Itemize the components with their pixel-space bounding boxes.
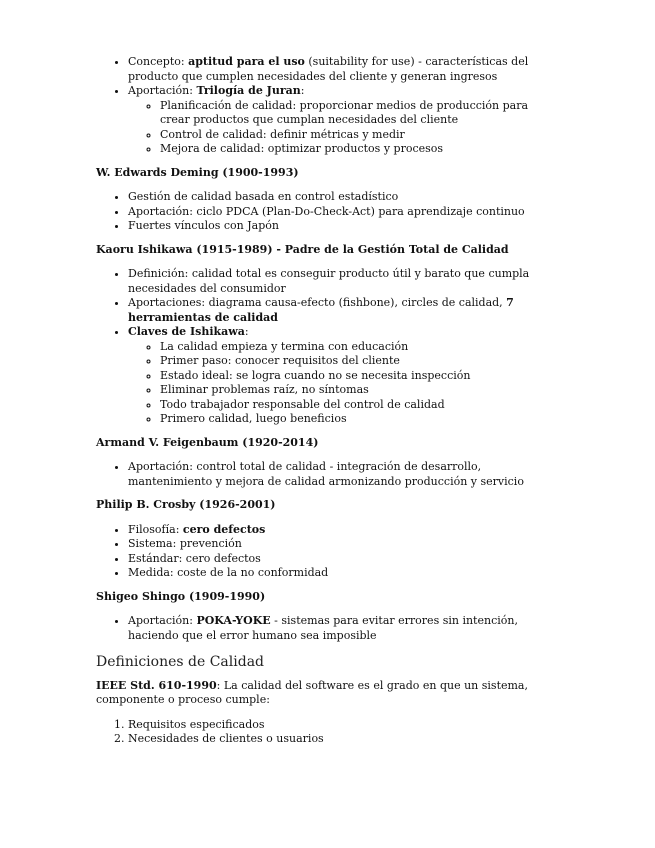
feigenbaum-title: Armand V. Feigenbaum (1920-2014)	[96, 435, 319, 449]
list-item: • Definición: calidad total es conseguir producto útil y barato que cumpla necesidades del consumidor	[128, 267, 559, 296]
list-item: • Aportación: ciclo PDCA (Plan-Do-Check-Act) para aprendizaje continuo	[128, 205, 559, 220]
list-item-bold: 7 herramientas de calidad	[128, 296, 514, 324]
list-item-text: Aportación:	[128, 614, 197, 627]
shingo-section	[96, 614, 559, 643]
list-item: ◦ Estado ideal: se logra cuando no se necesita inspección	[160, 369, 559, 384]
ishikawa-list	[96, 267, 559, 427]
list-item: • Gestión de calidad basada en control estadístico	[128, 190, 559, 205]
list-item	[128, 614, 559, 643]
list-item	[128, 325, 559, 427]
feigenbaum-section	[96, 460, 559, 489]
deming-section	[96, 190, 559, 234]
list-item-bold: Claves de Ishikawa	[128, 325, 245, 338]
list-item: 1. Requisitos especificados	[128, 718, 559, 733]
list-item: • Fuertes vínculos con Japón	[128, 219, 559, 234]
list-item	[128, 523, 559, 538]
list-item: ◦ La calidad empieza y termina con educación	[160, 340, 559, 355]
list-item: • Sistema: prevención	[128, 537, 559, 552]
ieee-paragraph	[96, 679, 559, 708]
shingo-list	[96, 614, 559, 643]
list-item-bold: cero defectos	[182, 522, 266, 536]
list-item-text: - sistemas para evitar errores sin intención, haciendo que el error humano sea imposible	[128, 614, 518, 642]
list-item	[128, 84, 559, 157]
list-item	[128, 296, 559, 325]
list-item: 2. Necesidades de clientes o usuarios	[128, 732, 559, 747]
crosby-section	[96, 523, 559, 581]
juran-section	[96, 55, 559, 157]
definiciones-heading: Definiciones de Calidad	[96, 654, 265, 670]
crosby-list	[96, 523, 559, 581]
list-item-text: :	[300, 84, 305, 97]
list-item: • Estándar: cero defectos	[128, 552, 559, 567]
list-item-bold: POKA-YOKE	[196, 614, 271, 627]
list-item: • Aportación: control total de calidad - integración de desarrollo, mantenimiento y mejora de calidad armonizando producción y servicio	[128, 460, 559, 489]
ieee-label: IEEE Std. 610-1990	[96, 678, 217, 692]
deming-list	[96, 190, 559, 234]
list-item-text: Concepto:	[128, 55, 189, 68]
list-item: ◦ Primero calidad, luego beneficios	[160, 412, 559, 427]
ishikawa-title: Kaoru Ishikawa (1915-1989) - Padre de la Gestión Total de Calidad	[96, 242, 509, 256]
feigenbaum-list	[96, 460, 559, 489]
list-item: ◦ Planificación de calidad: proporcionar medios de producción para crear productos que cumplan necesidades del cliente	[160, 99, 559, 128]
list-item: ◦ Mejora de calidad: optimizar productos y procesos	[160, 142, 559, 157]
list-item-text: Aportaciones: diagrama causa-efecto (fishbone), circles de calidad,	[128, 296, 507, 309]
list-item: ◦ Control de calidad: definir métricas y medir	[160, 128, 559, 143]
crosby-title: Philip B. Crosby (1926-2001)	[96, 498, 276, 511]
list-item: ◦ Todo trabajador responsable del control de calidad	[160, 398, 559, 413]
ishikawa-section	[96, 267, 559, 427]
list-item	[128, 55, 559, 84]
juran-trilogy-list	[128, 99, 559, 157]
list-item-text: Aportación:	[128, 84, 197, 97]
ieee-text: : La calidad del software es el grado en que un sistema, componente o proceso cumple:	[96, 678, 528, 706]
list-item-bold: aptitud para el uso	[188, 55, 305, 68]
deming-title: W. Edwards Deming (1900-1993)	[96, 165, 299, 179]
list-item-text: Filosofía:	[128, 522, 183, 536]
list-item: ◦ Primer paso: conocer requisitos del cliente	[160, 354, 559, 369]
list-item: • Medida: coste de la no conformidad	[128, 566, 559, 581]
list-item: ◦ Eliminar problemas raíz, no síntomas	[160, 383, 559, 398]
list-item-text: :	[244, 325, 249, 338]
list-item-text: (suitability for use) - características del producto que cumplen necesidades del cliente y generan ingresos	[128, 55, 529, 83]
definiciones-list	[96, 718, 559, 747]
list-item-bold: Trilogía de Juran	[196, 84, 301, 97]
juran-list	[96, 55, 559, 157]
ishikawa-claves-list	[128, 340, 559, 427]
shingo-title: Shigeo Shingo (1909-1990)	[96, 589, 266, 603]
